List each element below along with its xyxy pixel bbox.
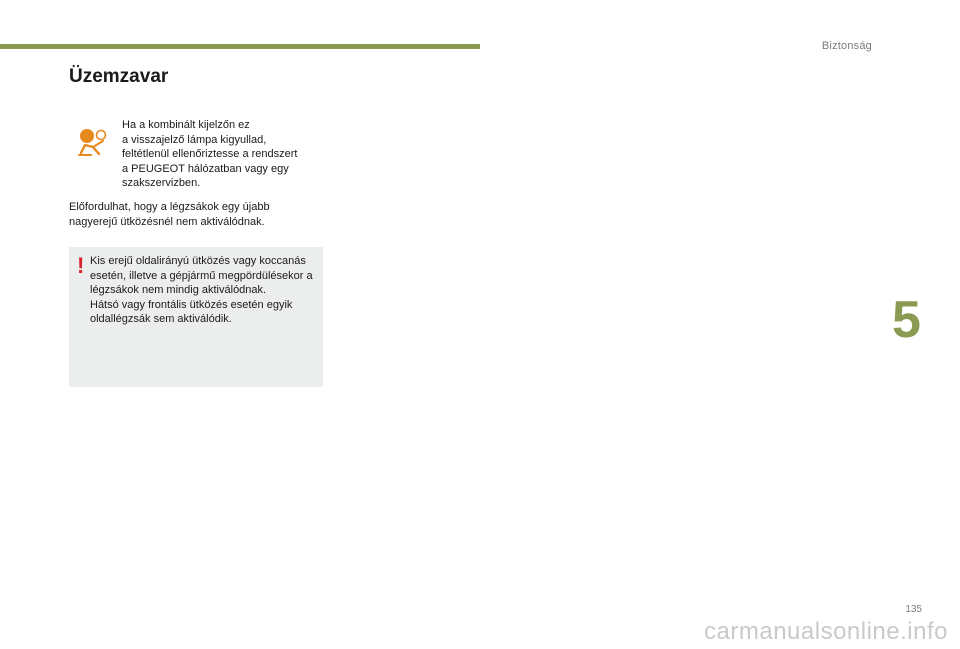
airbag-warning-lamp-icon — [77, 127, 107, 157]
body-line: nagyerejű ütközésnél nem aktiválódnak. — [69, 215, 265, 228]
intro-text — [122, 118, 332, 191]
warning-note-box — [69, 247, 323, 387]
intro-line: szakszervizben. — [122, 177, 201, 189]
intro-line: feltétlenül ellenőriztesse a rendszert — [122, 148, 298, 160]
warning-note-text — [90, 254, 320, 327]
header-rule — [0, 44, 480, 49]
intro-line: a visszajelző lámpa kigyullad, — [122, 133, 267, 146]
chapter-number: 5 — [892, 291, 921, 349]
watermark: carmanualsonline.info — [704, 618, 948, 645]
body-line: Előfordulhat, hogy a légzsákok egy újabb — [69, 201, 270, 213]
page-title: Üzemzavar — [69, 66, 169, 87]
note-paragraph: Hátsó vagy frontális ütközés esetén egyik oldallégzsák sem aktiválódik. — [90, 298, 293, 325]
section-label: Biztonság — [821, 40, 872, 52]
intro-line: a PEUGEOT hálózatban vagy egy — [122, 162, 289, 175]
warning-exclamation-icon: ! — [77, 253, 85, 278]
note-paragraph: Kis erejű oldalirányú ütközés vagy koccanás esetén, illetve a gépjármű megpördülésekor a légzsákok nem mindig aktiválódnak. — [90, 255, 313, 296]
intro-line: Ha a kombinált kijelzőn ez — [122, 119, 250, 131]
page-number: 135 — [905, 604, 922, 615]
body-text — [69, 200, 329, 229]
